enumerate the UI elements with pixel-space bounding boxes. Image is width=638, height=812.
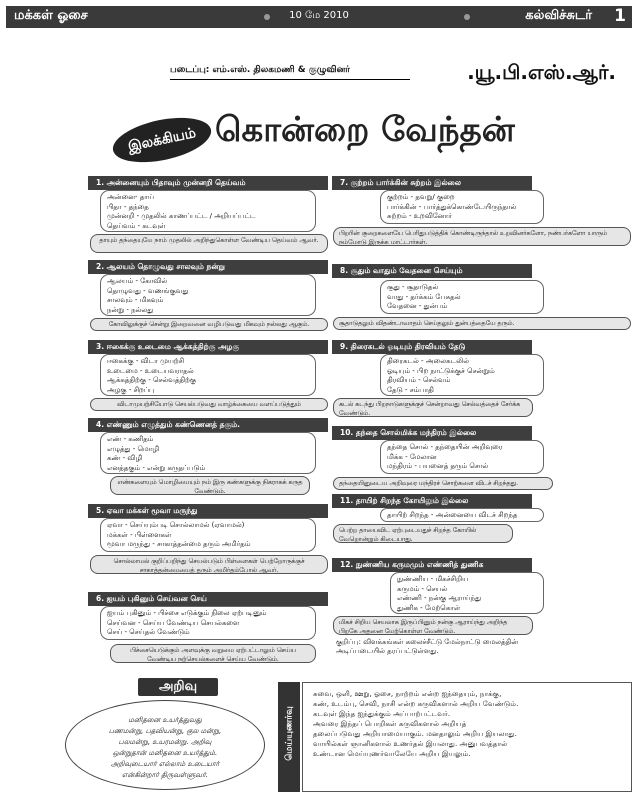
meyunarvu-box xyxy=(302,682,632,792)
glossary-row: உடைமை - உடையவராதல் xyxy=(107,366,194,375)
meaning-note: விடாமுயற்சியோடு செயல்படுவது வாழ்க்கையை வளப்படுத்தும் xyxy=(90,398,328,411)
section-header: 5. ஏவா மக்கள் மூவா மருந்து xyxy=(88,504,328,518)
glossary-row: வாது - தர்க்கம் பேசுதல் xyxy=(387,292,461,301)
page-number: 1 xyxy=(614,6,626,26)
body-line: கடவுள் இந்த ஐந்துக்கும் அப்பாற்பட்டவர். xyxy=(313,709,451,718)
glossary-row: நன்று - நல்லது xyxy=(107,305,154,314)
glossary-row: வேதனை - துன்பம் xyxy=(387,302,448,310)
glossary-box xyxy=(380,280,544,314)
section-header: 6. ஐயம் புகினும் செய்வன செய் xyxy=(88,592,328,606)
glossary-row: செய் - செய்தல் வேண்டும் xyxy=(107,628,190,636)
glossary-box xyxy=(380,354,544,396)
glossary-row: எண் - கணிதம் xyxy=(107,435,154,443)
section-header: 10. தந்தை சொல்மிக்க மந்திரம் இல்லை xyxy=(332,426,532,440)
glossary-row: குற்றம் - தவறு/ குறை xyxy=(387,193,455,201)
page-title: கொன்றை வேந்தன் xyxy=(215,110,515,150)
meaning-note: சொல்லாமல் குறிப்பறிந்து செயல்படும் பிள்ளைகள் பெற்றோருக்குச் சாகாத்தன்மையைத் தரும் அமிர்தம்போல் ஆவர். xyxy=(90,555,328,574)
glossary-box xyxy=(100,518,316,552)
glossary-row: எண்ணி - நன்கு ஆராய்ந்து xyxy=(397,594,482,602)
glossary-row: அன்னை- தாய் xyxy=(107,193,154,201)
sidebar-label-bar xyxy=(278,682,300,792)
meaning-note: கடல் கடந்து பிறநாடுகளுக்குச் சென்றாவது செல்வத்தைச் சேர்க்க வேண்டும். xyxy=(333,398,533,417)
glossary-row: ஐயம் புகினும் - பிச்சை எடுக்கும் நிலை ஏற்படினும் xyxy=(107,609,267,617)
glossary-row: ஓடியும் - பிற நாட்டுக்குச் சென்றும் xyxy=(387,366,495,375)
glossary-row: பிதா - தந்தை xyxy=(107,202,149,211)
meaning-note: எண்களையும் மொழியையும் நம் இரு கண்களுக்கு நிகராகக் கருத வேண்டும். xyxy=(110,476,310,495)
newspaper-name: மக்கள் ஓசை xyxy=(14,8,88,23)
glossary-row: தொழுவது - வணங்குவது xyxy=(107,286,189,295)
glossary-box xyxy=(100,432,316,474)
meaning-note: தாயும் தந்தையுமே நாம் முதலில் அறிந்துகொள்ள வேண்டிய தெய்வம் ஆவர். xyxy=(90,234,328,253)
quote-line: என்கின்றார் திருவள்ளுவர். xyxy=(122,771,208,779)
glossary-row: தெய்வம் - கடவுள் xyxy=(107,221,166,230)
glossary-box xyxy=(390,572,544,614)
sidebar-label: மெய்யுணர்வு xyxy=(284,706,295,761)
meaning-note: தந்தையினுடைய அறிவுரை மந்திரச் சொற்களை விடச் சிறந்தது. xyxy=(333,477,553,490)
body-line: கண், உடம்பு, செவி, நாசி என்ற கருவிகளால் அறிய வேண்டும். xyxy=(313,699,519,708)
quote-line: ஒன்றுதான் மனிதனை உயர்த்தும். xyxy=(112,749,218,757)
section-header: 7. குற்றம் பார்க்கின் சுற்றம் இல்லை xyxy=(332,176,532,190)
arivu-heading: அறிவு xyxy=(138,678,218,696)
glossary-row: தாயிற் சிறந்த - அன்னையை விடச் சிறந்த xyxy=(387,511,518,519)
glossary-box xyxy=(380,190,544,224)
body-line: அவரை இந்தப் பொறிகள் கருவிகளால் அறியத் xyxy=(313,719,467,728)
masthead xyxy=(6,6,632,28)
category-badge: இலக்கியம் xyxy=(109,110,215,170)
body-line: சுவை, ஒளி, ஊறு, ஓசை, நாற்றம் என்ற ஐந்தையும், நாக்கு, xyxy=(313,689,502,698)
body-line: உண்டான மெய்யுணர்வாலேயே அறிய இயலும். xyxy=(313,749,471,758)
glossary-row: நுண்ணிய - மிகச்சிறிய xyxy=(397,575,469,583)
body-line: தலைப்படுவது அறியாமையாகும். மனதாலும் அறிய இயலாது. xyxy=(313,729,517,738)
section-header: 9. திரைகடல் ஓடியும் திரவியம் தேடு xyxy=(332,340,532,354)
section-header: 8. சூதும் வாதும் வேதனை செய்யும் xyxy=(332,264,532,278)
quote-line: பலமன்று, உயரமன்று. அறிவு xyxy=(118,738,212,746)
glossary-row: பார்க்கின் - பார்த்துக்கொண்டேயிருந்தால் xyxy=(387,202,517,211)
section-header: 12. நுண்ணிய கருமமும் எண்ணித் துணிக xyxy=(332,558,532,572)
section-name: கல்விச்சுடர் xyxy=(525,8,592,23)
divider xyxy=(170,79,410,80)
section-header: 4. எண்ணும் எழுத்தும் கண்ணெனத் தகும். xyxy=(88,418,328,432)
glossary-row: தேடு - சம்பாதி xyxy=(387,385,434,394)
issue-date: 10 மே 2010 xyxy=(289,10,349,21)
section-header: 3. ஈகைக்கு உடைமை ஆக்கத்திற்கு அழகு xyxy=(88,340,328,354)
glossary-box xyxy=(380,508,544,522)
glossary-row: ஏவா - செய்யும்படி சொல்லாமல் (ஏவாமல்) xyxy=(107,521,245,529)
meaning-note: பிறரின் குறைகளையே பெரிதுபடுத்திக் கொண்டிருந்தால் உறவினர்களோ, நண்பர்களோ யாரும் நம்மோடு இருக்க மாட்டார்கள். xyxy=(333,227,631,246)
glossary-row: எழுத்து - மொழி xyxy=(107,444,160,453)
glossary-row: சுற்றம் - உறவினோர் xyxy=(387,212,452,220)
meaning-note: மிகச் சிறிய செயலாக இருப்பினும் நன்கு ஆராய்ந்து அறிந்த பிறகே அதனை மேற்கொள்ள வேண்டும். xyxy=(333,616,533,635)
glossary-row: செய்வன - செய்ய வேண்டிய செயல்களை xyxy=(107,618,240,627)
section-header: 2. ஆலயம் தொழுவது சாலவும் நன்று xyxy=(88,260,328,274)
quote-line: மனிதனை உயர்த்துவது xyxy=(128,716,202,724)
glossary-row: திரவியம் - செல்வம் xyxy=(387,376,451,384)
meaning-note: பிச்சையெடுக்கும் அளவுக்கு வறுமை ஏற்பட்டாலும் செய்ய வேண்டிய நற்செயல்களைச் செய்ய வேண்டும். xyxy=(110,644,316,663)
glossary-row: திரைகடல் - அலைகடலில் xyxy=(387,357,470,365)
glossary-row: தந்தை சொல் - தந்தையின் அறிவுரை xyxy=(387,443,503,451)
section-header: 1. அன்னையும் பிதாவும் முன்னறி தெய்வம் xyxy=(88,176,328,190)
glossary-row: மந்திரம் - பயனைத் தரும் சொல் xyxy=(387,462,489,470)
glossary-row: சாலவும் - மிகவும் xyxy=(107,296,164,304)
quote-line: அறிவுடையார் எல்லாம் உடையார் xyxy=(110,760,220,768)
quote-line: பணமன்று, பதவியன்று, குல மன்று, xyxy=(108,727,222,735)
glossary-box xyxy=(100,190,316,232)
glossary-row: எனத்தகும் - என்று கருதப்படும் xyxy=(107,463,206,472)
meaning-note: பெற்ற தாயைவிட ஏற்புடையதுச் சிறந்த கோயில் வேறொன்றும் கிடையாது. xyxy=(333,524,513,543)
glossary-row: துணிக - மேற்கொள் xyxy=(397,603,461,612)
glossary-box xyxy=(100,354,316,396)
section-header: 11. தாயிற் சிறந்த கோயிலும் இல்லை xyxy=(332,494,532,508)
glossary-row: கருமம் - செயல் xyxy=(397,584,448,593)
meaning-note: கோவிலுக்குச் சென்று இறைவனை வழிபடுவது மிகவும் நல்லது ஆகும். xyxy=(90,318,328,331)
glossary-box xyxy=(100,606,316,640)
body-line: வாயில்கள் ஞானிகளால் உணர்தல் இயலாது. அனுபவத்தால் xyxy=(313,739,508,748)
glossary-row: மிக்க - மேலான xyxy=(387,452,437,461)
exam-brand: .யூ.பி.எஸ்.ஆர். xyxy=(467,60,616,84)
glossary-box xyxy=(100,274,316,316)
glossary-row: மூவா மருந்து - சாகாத்தன்மை தரும் அமிர்தம் xyxy=(107,540,251,548)
glossary-row: மக்கள் - பிள்ளைகள் xyxy=(107,530,172,539)
glossary-row: சூது - சூதாடுதல் xyxy=(387,283,439,291)
glossary-row: ஈகைக்கு - விடா முயற்சி xyxy=(107,357,185,365)
footnote: குறிப்பு: விளக்கங்கள் கலைச்சீட்டு மேல்நாட்டு மைலத்தின் அடிப்படையில் தரப்பட்டுள்ளது. xyxy=(336,638,519,655)
glossary-row: ஆலயம் - கோவில் xyxy=(107,277,168,285)
bullet-icon xyxy=(464,14,470,20)
glossary-box xyxy=(380,440,544,474)
glossary-row: கண் - விழி xyxy=(107,454,143,462)
glossary-row: முன்னறி - முதலில் காணப்பட்ட / அறியப்பட்ட xyxy=(107,212,256,220)
glossary-row: ஆக்கத்திற்கு - செல்வத்திற்கு xyxy=(107,376,197,384)
byline: படைப்பு: எம்.எஸ். திலகமணி & குழுவினர் xyxy=(170,65,351,75)
meaning-note: சூதாடுதலும் விதண்டாவாதம் செய்தலும் துன்பத்தையே தரும். xyxy=(333,317,631,330)
glossary-row: அழகு - சிறப்பு xyxy=(107,385,155,394)
arivu-quote xyxy=(65,700,265,790)
